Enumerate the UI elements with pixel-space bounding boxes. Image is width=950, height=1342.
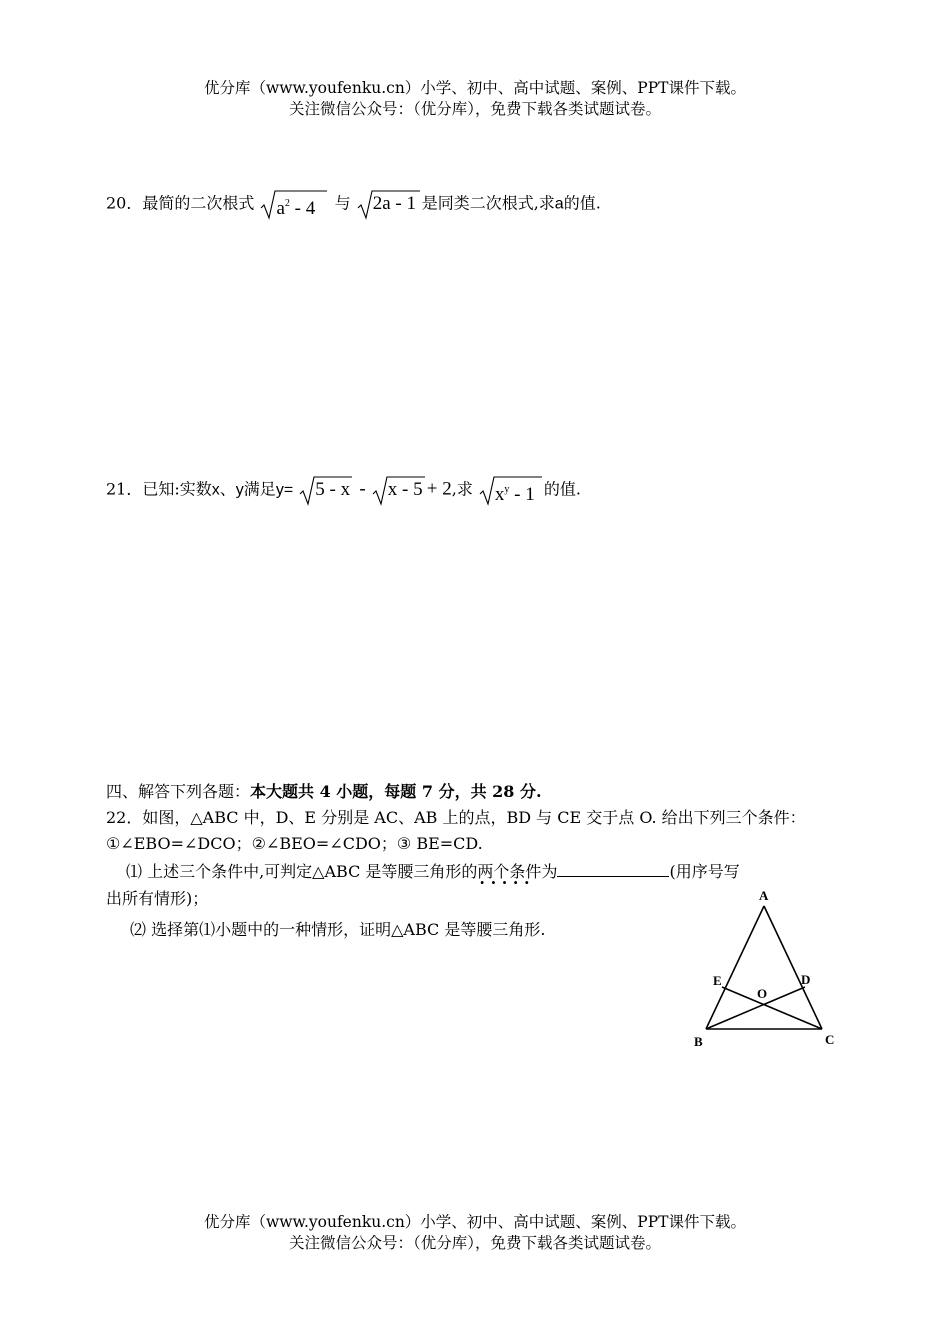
question-text-end: 的值. <box>543 479 582 499</box>
connector-text: 与 <box>334 193 351 213</box>
radical-x-pow-y-minus-1: $x^y - 1$ <box>478 474 544 506</box>
header-line-2: 关注微信公众号：（优分库），免费下载各类试题试卷。 <box>288 100 661 118</box>
question-number: 21． <box>106 479 143 499</box>
question-22-part-1 <box>126 860 740 883</box>
answer-blank[interactable] <box>557 860 669 877</box>
question-text-end: 的值. <box>563 193 601 213</box>
label-D: D <box>801 972 811 987</box>
part-1-text: ⑴ 上述三个条件中,可判定△ABC 是等腰三角形的 <box>126 862 478 881</box>
question-21 <box>106 474 581 506</box>
variables-xy: x、y <box>211 481 244 499</box>
section-title: 四、解答下列各题： <box>106 782 251 801</box>
side-AB <box>706 906 764 1029</box>
comma-ask: ,求 <box>451 479 473 499</box>
label-A: A <box>759 888 769 903</box>
section-4-heading <box>106 781 542 803</box>
question-text-after: 是同类二次根式,求 <box>421 193 555 213</box>
section-points: 本大题共 4 小题，每题 7 分，共 28 分. <box>250 782 542 801</box>
triangle-figure <box>688 884 838 1056</box>
y-equals: y= <box>275 481 294 499</box>
radical-2a-minus-1: 2a - 1 <box>356 188 422 220</box>
variable-a: a <box>554 195 564 213</box>
question-22-part-2: ⑵ 选择第⑴小题中的一种情形，证明△ABC 是等腰三角形. <box>130 920 546 939</box>
label-O: O <box>757 986 768 1001</box>
question-text: 最简的二次根式 <box>142 193 255 213</box>
header-line-1: 优分库（www.youfenku.cn）小学、初中、高中试题、案例、PPT课件下载。 <box>203 79 747 97</box>
radical-a2-minus-4: $a^2 - 4$ <box>259 188 329 220</box>
segment-CE <box>722 987 822 1029</box>
question-22-line-1: 22．如图，△ABC 中，D、E 分别是 AC、AB 上的点，BD 与 CE 交于点 O. 给出下列三个条件： <box>106 808 806 827</box>
question-number: 20． <box>106 193 143 213</box>
question-text: 已知:实数 <box>142 479 212 499</box>
radical-5-minus-x: 5 - x <box>298 474 354 506</box>
label-B: B <box>694 1034 703 1049</box>
segment-BD <box>706 987 805 1029</box>
radical-x-minus-5: x - 5 <box>371 474 427 506</box>
question-22-conditions: ①∠EBO=∠DCO；②∠BEO=∠CDO；③ BE=CD. <box>106 834 483 853</box>
part-1-text-c: (用序号写 <box>669 862 740 881</box>
footer-line-2: 关注微信公众号：（优分库），免费下载各类试题试卷。 <box>288 1234 661 1252</box>
question-text-mid: 满足 <box>243 479 276 499</box>
emphasized-text: 两个条件 · · <box>477 862 541 881</box>
side-AC <box>764 906 822 1029</box>
plus-two: + 2 <box>426 478 452 500</box>
label-E: E <box>713 973 722 988</box>
label-C: C <box>825 1032 835 1047</box>
question-20 <box>106 188 601 220</box>
question-22-part-1-cont: 出所有情形)； <box>106 889 209 908</box>
footer-line-1: 优分库（www.youfenku.cn）小学、初中、高中试题、案例、PPT课件下载。 <box>203 1213 747 1231</box>
part-1-text-b: 为 <box>541 862 558 881</box>
minus-sign: - <box>359 478 366 500</box>
